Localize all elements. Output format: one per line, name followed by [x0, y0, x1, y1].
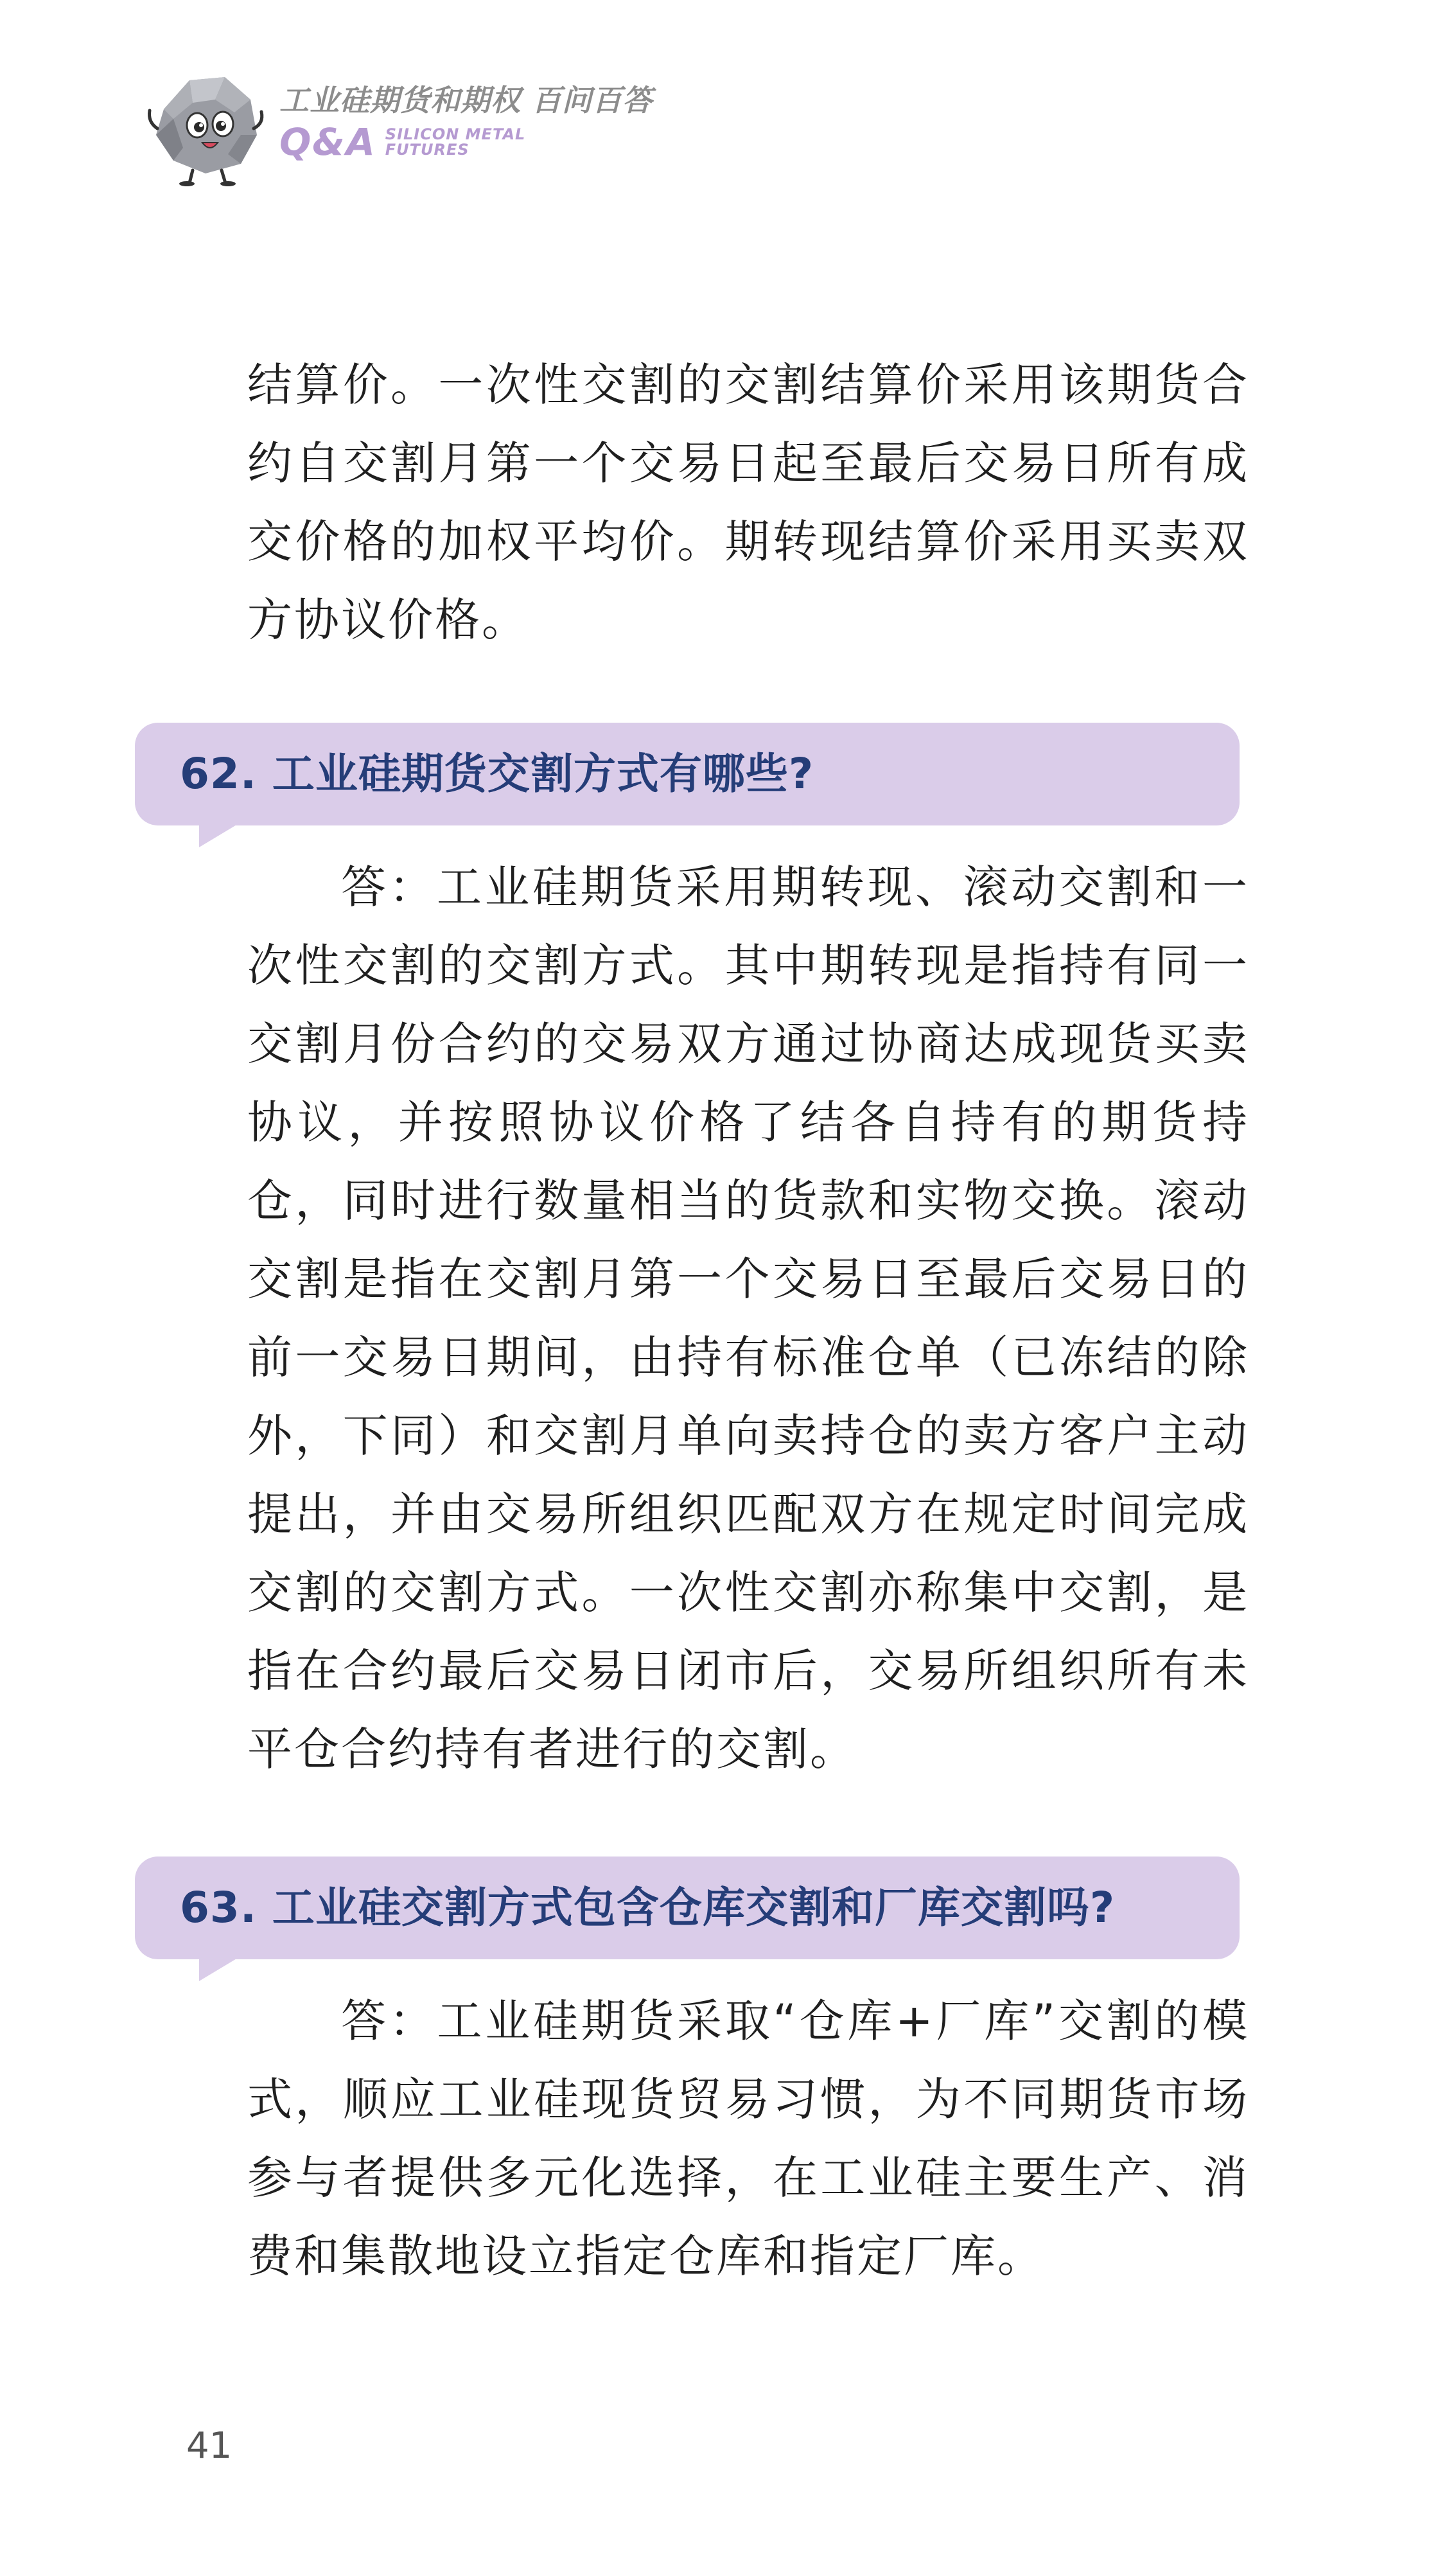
answer-62-paragraph: 答：工业硅期货采用期转现、滚动交割和一次性交割的交割方式。其中期转现是指持有同一交割月份合约的交易双方通过协商达成现货买卖协议，并按照协议价格了结各自持有的期货持仓，同时进行数量相当的货款和实物交换。滚动交割是指在交割月第一个交易日至最后交易日的前一交易日期间，由持有标准仓单（已冻结的除外，下同）和交割月单向卖持仓的卖方客户主动提出，并由交易所组织匹配双方在规定时间完成交割的交割方式。一次性交割亦称集中交割，是指在合约最后交易日闭市后，交易所组织所有未平仓合约持有者进行的交割。 [247, 861, 1249, 1776]
question-63-bubble [135, 1857, 1240, 1959]
question-62-title: 62. 工业硅期货交割方式有哪些? [180, 749, 814, 798]
answer-63-paragraph: 答：工业硅期货采取“仓库+厂库”交割的模式，顺应工业硅现货贸易习惯，为不同期货市场参与者提供多元化选择，在工业硅主要生产、消费和集散地设立指定仓库和指定厂库。 [247, 1995, 1249, 2282]
qa-subtitle-line2: FUTURES [385, 141, 469, 159]
qa-logo: Q&A [279, 120, 376, 164]
page-header [145, 64, 787, 186]
question-63-title: 63. 工业硅交割方式包含仓库交割和厂库交割吗? [180, 1883, 1116, 1932]
intro-paragraph: 结算价。一次性交割的交割结算价采用该期货合约自交割月第一个交易日起至最后交易日所有成交价格的加权平均价。期转现结算价采用买卖双方协议价格。 [247, 358, 1249, 646]
page-number: 41 [186, 2425, 232, 2467]
qa-subtitle [385, 127, 526, 157]
silicon-rock-mascot-icon [145, 64, 267, 186]
header-subline [279, 120, 653, 164]
qa-subtitle-line1: SILICON METAL [385, 125, 526, 143]
book-title: 工业硅期货和期权 百问百答 [279, 83, 653, 118]
header-text [279, 77, 653, 164]
question-62-bubble [135, 723, 1240, 825]
